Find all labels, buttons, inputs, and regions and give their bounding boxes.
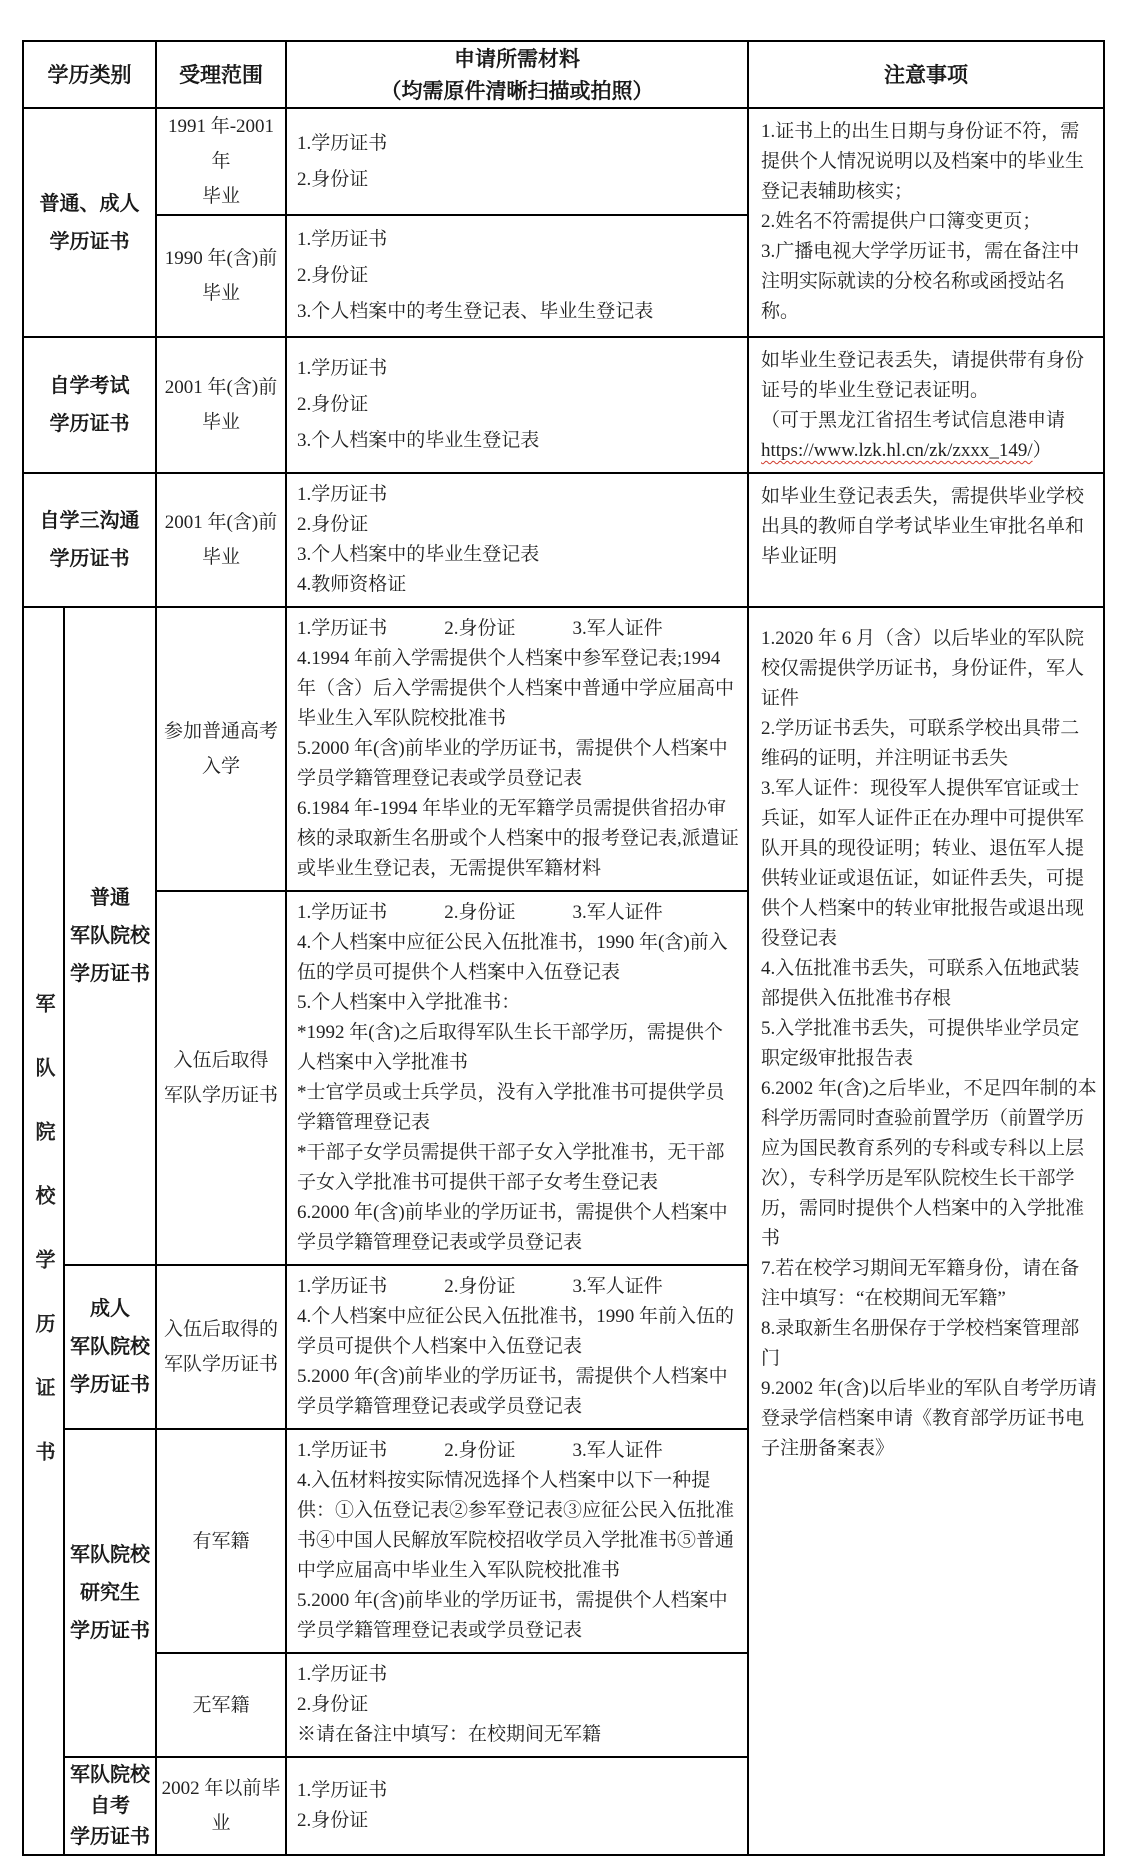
- application-url: https://www.lzk.hl.cn/zk/zxxx_149/: [761, 440, 1033, 461]
- materials-self-exam: 1.学历证书 2.身份证 3.个人档案中的毕业生登记表: [286, 337, 748, 473]
- category-military-self-study: 军队院校 自考 学历证书: [64, 1757, 156, 1855]
- category-self-three: 自学三沟通 学历证书: [23, 473, 156, 607]
- scope-with-military-status: 有军籍: [156, 1429, 286, 1653]
- materials-military-adult: 1.学历证书 2.身份证 3.军人证件 4.个人档案中应征公民入伍批准书，1990 年前入伍的学员可提供个人档案中入伍登记表 5.2000 年(含)前毕业的学历证书，需提供个人档案中学员学籍管理登记表或学员登记表: [286, 1265, 748, 1429]
- materials-military-self-study: 1.学历证书 2.身份证: [286, 1757, 748, 1855]
- scope-gaokao-admission: 参加普通高考 入学: [156, 607, 286, 891]
- header-notes: 注意事项: [748, 41, 1104, 108]
- category-military-adult: 成人 军队院校 学历证书: [64, 1265, 156, 1429]
- scope-1991-2001: 1991 年-2001 年 毕业: [156, 108, 286, 215]
- category-military-vertical: [23, 607, 64, 1855]
- notes-self-exam-text: 如毕业生登记表丢失，请提供带有身份证号的毕业生登记表证明。 （可于黑龙江省招生考试信息港申请: [761, 350, 1085, 431]
- materials-1991-2001: 1.学历证书 2.身份证: [286, 108, 748, 215]
- category-military-ordinary: 普通 军队院校 学历证书: [64, 607, 156, 1265]
- scope-military-self-study: 2002 年以前毕业: [156, 1757, 286, 1855]
- scope-self-three: 2001 年(含)前 毕业: [156, 473, 286, 607]
- category-military-vertical-text: 军队院校学历证书: [32, 992, 54, 1505]
- materials-gaokao-admission: 1.学历证书 2.身份证 3.军人证件 4.1994 年前入学需提供个人档案中参军登记表;1994 年（含）后入学需提供个人档案中普通中学应届高中毕业生入军队院校批准书 5.2000 年(含)前毕业的学历证书，需提供个人档案中学员学籍管理登记表或学员登记表 6.1984 年-1994 年毕业的无军籍学员需提供省招办审核的录取新生名册或个人档案中的报考登记表,派遣证或毕业生登记表，无需提供军籍材料: [286, 607, 748, 891]
- category-general-adult: 普通、成人 学历证书: [23, 108, 156, 337]
- scope-after-enlistment: 入伍后取得 军队学历证书: [156, 891, 286, 1265]
- scope-self-exam: 2001 年(含)前 毕业: [156, 337, 286, 473]
- category-self-exam: 自学考试 学历证书: [23, 337, 156, 473]
- scope-military-adult: 入伍后取得的 军队学历证书: [156, 1265, 286, 1429]
- notes-self-exam-url-line: [761, 436, 1097, 466]
- materials-after-enlistment: 1.学历证书 2.身份证 3.军人证件 4.个人档案中应征公民入伍批准书，1990 年(含)前入伍的学员可提供个人档案中入伍登记表 5.个人档案中入学批准书： *1992 年(含)之后取得军队生长干部学历，需提供个人档案中入学批准书 *士官学员或士兵学员，没有入学批准书可提供学员学籍管理登记表 *干部子女学员需提供干部子女入学批准书，无干部子女入学批准书可提供干部子女考生登记表 6.2000 年(含)前毕业的学历证书，需提供个人档案中学员学籍管理登记表或学员登记表: [286, 891, 748, 1265]
- header-required-materials: 申请所需材料 （均需原件清晰扫描或拍照）: [286, 41, 748, 108]
- notes-self-exam: [748, 337, 1104, 473]
- scope-without-military-status: 无军籍: [156, 1653, 286, 1757]
- notes-general-adult: 1.证书上的出生日期与身份证不符，需提供个人情况说明以及档案中的毕业生登记表辅助核实； 2.姓名不符需提供户口簿变更页； 3.广播电视大学学历证书，需在备注中注明实际就读的分校名称或函授站名称。: [748, 108, 1104, 337]
- url-closing-paren: ）: [1032, 440, 1052, 461]
- materials-pre-1990: 1.学历证书 2.身份证 3.个人档案中的考生登记表、毕业生登记表: [286, 215, 748, 337]
- materials-with-military-status: 1.学历证书 2.身份证 3.军人证件 4.入伍材料按实际情况选择个人档案中以下一种提供：①入伍登记表②参军登记表③应征公民入伍批准书④中国人民解放军院校招收学员入学批准书⑤普通中学应届高中毕业生入军队院校批准书 5.2000 年(含)前毕业的学历证书，需提供个人档案中学员学籍管理登记表或学员登记表: [286, 1429, 748, 1653]
- materials-self-three: 1.学历证书 2.身份证 3.个人档案中的毕业生登记表 4.教师资格证: [286, 473, 748, 607]
- scope-pre-1990: 1990 年(含)前 毕业: [156, 215, 286, 337]
- credentials-requirements-table: [22, 40, 1105, 1856]
- notes-military: 1.2020 年 6 月（含）以后毕业的军队院校仅需提供学历证书，身份证件，军人证件 2.学历证书丢失，可联系学校出具带二维码的证明，并注明证书丢失 3.军人证件：现役军人提供军官证或士兵证，如军人证件正在办理中可提供军队开具的现役证明；转业、退伍军人提供转业证或退伍证，如证件丢失，可提供个人档案中的转业审批报告或退出现役登记表 4.入伍批准书丢失，可联系入伍地武装部提供入伍批准书存根 5.入学批准书丢失，可提供毕业学员定职定级审批报告表 6.2002 年(含)之后毕业，不足四年制的本科学历需同时查验前置学历（前置学历应为国民教育系列的专科或专科以上层次），专科学历是军队院校生长干部学历，需同时提供个人档案中的入学批准书 7.若在校学习期间无军籍身份，请在备注中填写：“在校期间无军籍” 8.录取新生名册保存于学校档案管理部门 9.2002 年(含)以后毕业的军队自考学历请登录学信档案申请《教育部学历证书电子注册备案表》: [748, 607, 1104, 1855]
- category-military-postgrad: 军队院校 研究生 学历证书: [64, 1429, 156, 1757]
- header-acceptance-scope: 受理范围: [156, 41, 286, 108]
- materials-without-military-status: 1.学历证书 2.身份证 ※请在备注中填写：在校期间无军籍: [286, 1653, 748, 1757]
- notes-self-three: 如毕业生登记表丢失，需提供毕业学校出具的教师自学考试毕业生审批名单和毕业证明: [748, 473, 1104, 607]
- header-education-category: 学历类别: [23, 41, 156, 108]
